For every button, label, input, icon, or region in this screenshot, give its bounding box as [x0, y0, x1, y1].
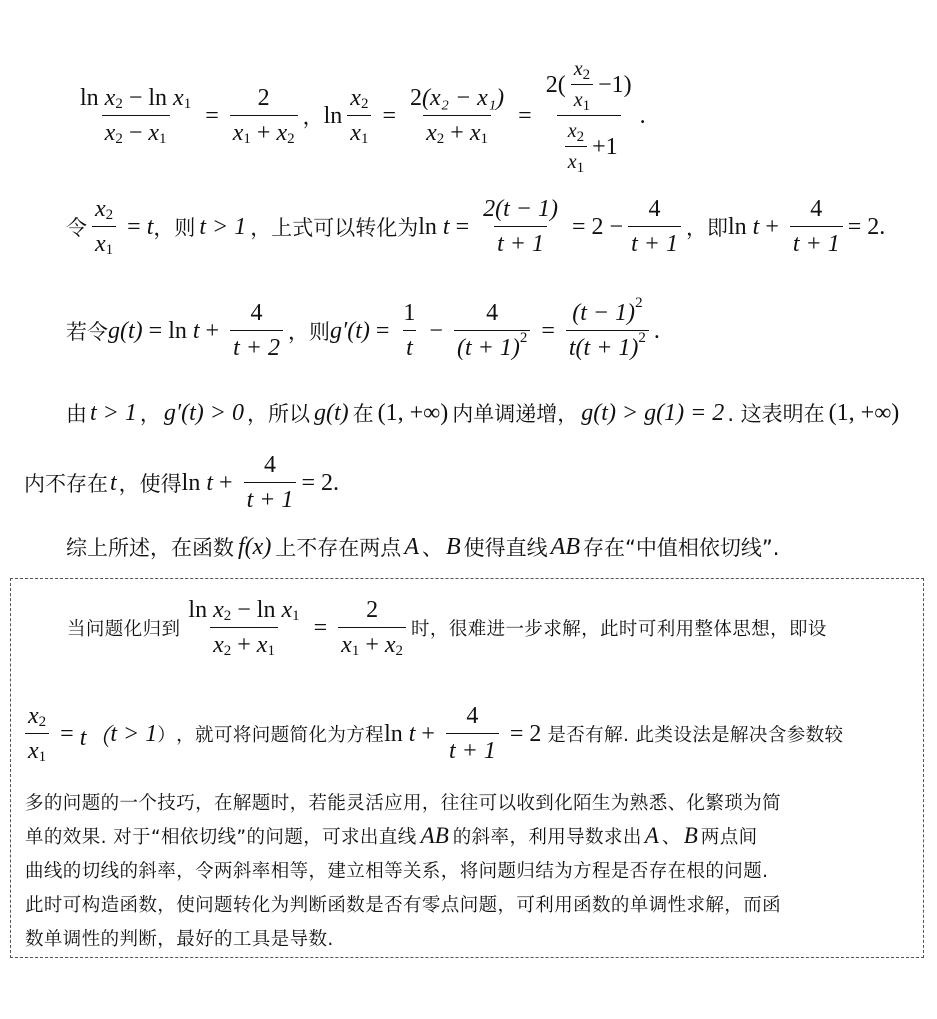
formula-ln-ratio: ln x 2 x 1 = 2 (x₂ − x₁) x 2 + x 1 = 2( x 2 x 1 −1) x 2 x 1 +1 . — [323, 58, 646, 176]
formula-box-t-def: x 2 x 1 = t（ t > 1 ） — [25, 703, 176, 765]
paragraph-conclusion: 综上所述，在函数 f(x) 上不存在两点 A 、 B 使得直线 AB 存在“中值相依切线”. — [66, 533, 780, 560]
formula-g-def: g(t) = ln t + $\frac{4}{t + 2}$ — [108, 300, 288, 362]
formula-g-prime: g′(t) = $\frac{1}{t}$ − 4 (t + 1) 2 = (t − 1) 2 t(t + 1) 2 . — [329, 295, 660, 361]
paragraph-derivative: 若令 g(t) = ln t + $\frac{4}{t + 2}$ ，则 g′(t) = $\frac{1}{t}$ − 4 (t + 1) 2 = (t − 1) 2 t(t + 1) 2 . — [66, 295, 660, 361]
method-summary-box — [10, 578, 924, 958]
formula-ln-t-equation: ln t + $\frac{4}{t + 1}$ = 2. — [727, 196, 886, 257]
box-line-7: 数单调性的判断，最好的工具是导数. — [25, 929, 334, 950]
equation-line-1: ln x 2 − ln x 1 x 2 − x 1 = 2 x 1 + x 2 ， ln x 2 x 1 = 2 (x₂ − x₁) x 2 + x 1 = 2( x 2 x 1 −1) x 2 x 1 +1 . — [72, 58, 937, 174]
formula-ln-t-transform: ln t = $\frac{2(t - 1)}{t + 1}$ = 2 − $\frac{4}{t + 1}$ — [418, 196, 686, 258]
box-line-2: x 2 x 1 = t（ t > 1 ） ，就可将问题简化为方程 ln t + $\frac{4}{t + 1}$ = 2 是否有解. 此类设法是解决含参数较 — [25, 703, 925, 765]
formula-no-root: ln t + $\frac{4}{t + 1}$ = 2. — [181, 452, 339, 513]
box-line-4: 单的效果. 对于“相依切线”的问题，可求出直线 AB 的斜率，利用导数求出 A 、 B 两点间 — [25, 823, 758, 848]
box-line-6: 此时可构造函数，使问题转化为判断函数是否有零点问题，可利用函数的单调性求解，而函 — [25, 895, 782, 916]
paragraph-substitution: 令 x 2 x 1 = t ，则 t > 1 ，上式可以转化为 ln t = $\frac{2(t - 1)}{t + 1}$ = 2 − $\frac{4}{t + 1}$ ，即 ln t + $\frac{4}{t + 1}$ = 2. — [66, 196, 886, 258]
box-line-1: 当问题化归到 ln x 2 − ln x 1 x 2 + x 1 = 2 x 1 + x 2 时，很难进一步求解，此时可利用整体思想，即设 — [67, 597, 827, 659]
box-line-3: 多的问题的一个技巧，在解题时，若能灵活应用，往往可以收到化陌生为熟悉、化繁琐为简 — [25, 793, 782, 814]
paragraph-no-root: 内不存在 t ，使得 ln t + $\frac{4}{t + 1}$ = 2. — [24, 452, 339, 513]
formula-box-ratio: ln x 2 − ln x 1 x 2 + x 1 = 2 x 1 + x 2 — [180, 597, 411, 659]
paragraph-monotonic: 由 t > 1 ， g′(t) > 0 ，所以 g(t) 在 (1, +∞) 内单调递增， g(t) > g(1) = 2 . 这表明在 (1, +∞) — [66, 399, 900, 426]
box-line-5: 曲线的切线的斜率，令两斜率相等，建立相等关系，将问题归结为方程是否存在根的问题. — [25, 861, 769, 882]
formula-ln-difference-quotient: ln x 2 − ln x 1 x 2 − x 1 = 2 x 1 + x 2 — [72, 85, 303, 147]
formula-box-equation: ln t + $\frac{4}{t + 1}$ = 2 — [384, 703, 542, 764]
formula-t-def: x 2 x 1 = t — [87, 196, 153, 258]
